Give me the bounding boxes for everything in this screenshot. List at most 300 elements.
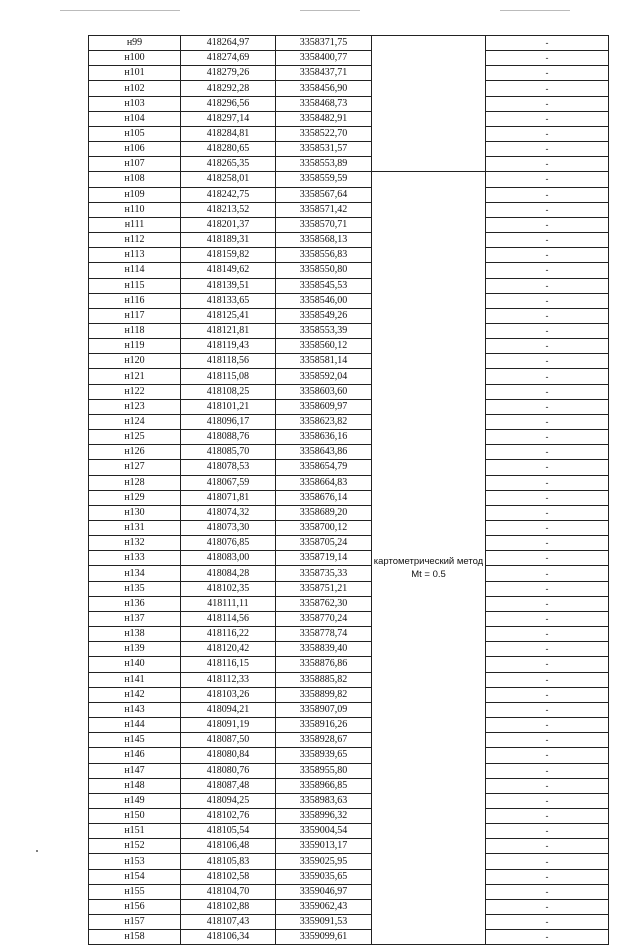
point-name-cell: н141 [89, 672, 181, 687]
x-coordinate-cell: 418101,21 [181, 399, 276, 414]
coordinates-table-body [89, 36, 609, 945]
dash-cell: - [486, 202, 609, 217]
table-row [89, 672, 609, 687]
x-coordinate-cell: 418105,83 [181, 854, 276, 869]
y-coordinate-cell: 3358676,14 [276, 490, 372, 505]
table-row [89, 687, 609, 702]
x-coordinate-cell: 418067,59 [181, 475, 276, 490]
y-coordinate-cell: 3359035,65 [276, 869, 372, 884]
y-coordinate-cell: 3358876,86 [276, 657, 372, 672]
x-coordinate-cell: 418114,56 [181, 611, 276, 626]
point-name-cell: н113 [89, 248, 181, 263]
x-coordinate-cell: 418104,70 [181, 884, 276, 899]
table-row [89, 733, 609, 748]
x-coordinate-cell: 418265,35 [181, 157, 276, 172]
dash-cell: - [486, 445, 609, 460]
x-coordinate-cell: 418112,33 [181, 672, 276, 687]
table-row [89, 142, 609, 157]
dash-cell: - [486, 657, 609, 672]
table-row [89, 263, 609, 278]
point-name-cell: н101 [89, 66, 181, 81]
point-name-cell: н108 [89, 172, 181, 187]
dash-cell: - [486, 233, 609, 248]
y-coordinate-cell: 3358762,30 [276, 596, 372, 611]
point-name-cell: н114 [89, 263, 181, 278]
y-coordinate-cell: 3358560,12 [276, 339, 372, 354]
point-name-cell: н106 [89, 142, 181, 157]
point-name-cell: н104 [89, 111, 181, 126]
y-coordinate-cell: 3359025,95 [276, 854, 372, 869]
dash-cell: - [486, 505, 609, 520]
dash-cell: - [486, 718, 609, 733]
y-coordinate-cell: 3358592,04 [276, 369, 372, 384]
point-name-cell: н153 [89, 854, 181, 869]
table-row [89, 930, 609, 945]
dash-cell: - [486, 51, 609, 66]
x-coordinate-cell: 418085,70 [181, 445, 276, 460]
x-coordinate-cell: 418074,32 [181, 505, 276, 520]
scan-artifact [60, 10, 180, 11]
x-coordinate-cell: 418106,34 [181, 930, 276, 945]
table-row [89, 111, 609, 126]
table-row [89, 915, 609, 930]
y-coordinate-cell: 3358735,33 [276, 566, 372, 581]
point-name-cell: н123 [89, 399, 181, 414]
table-row [89, 248, 609, 263]
table-row [89, 323, 609, 338]
dash-cell: - [486, 763, 609, 778]
point-name-cell: н152 [89, 839, 181, 854]
point-name-cell: н102 [89, 81, 181, 96]
point-name-cell: н145 [89, 733, 181, 748]
dash-cell: - [486, 278, 609, 293]
x-coordinate-cell: 418080,76 [181, 763, 276, 778]
table-row [89, 430, 609, 445]
y-coordinate-cell: 3358550,80 [276, 263, 372, 278]
point-name-cell: н99 [89, 36, 181, 51]
table-row [89, 763, 609, 778]
table-row [89, 778, 609, 793]
dash-cell: - [486, 384, 609, 399]
dash-cell: - [486, 142, 609, 157]
table-row [89, 748, 609, 763]
y-coordinate-cell: 3358778,74 [276, 627, 372, 642]
dash-cell: - [486, 354, 609, 369]
x-coordinate-cell: 418071,81 [181, 490, 276, 505]
y-coordinate-cell: 3359091,53 [276, 915, 372, 930]
y-coordinate-cell: 3358700,12 [276, 521, 372, 536]
table-row [89, 157, 609, 172]
dash-cell: - [486, 248, 609, 263]
table-row [89, 399, 609, 414]
point-name-cell: н129 [89, 490, 181, 505]
x-coordinate-cell: 418094,21 [181, 702, 276, 717]
dash-cell: - [486, 187, 609, 202]
y-coordinate-cell: 3358546,00 [276, 293, 372, 308]
x-coordinate-cell: 418073,30 [181, 521, 276, 536]
y-coordinate-cell: 3358643,86 [276, 445, 372, 460]
table-row [89, 172, 609, 187]
y-coordinate-cell: 3359013,17 [276, 839, 372, 854]
point-name-cell: н146 [89, 748, 181, 763]
point-name-cell: н154 [89, 869, 181, 884]
x-coordinate-cell: 418102,58 [181, 869, 276, 884]
point-name-cell: н133 [89, 551, 181, 566]
y-coordinate-cell: 3358689,20 [276, 505, 372, 520]
table-row [89, 278, 609, 293]
point-name-cell: н140 [89, 657, 181, 672]
x-coordinate-cell: 418297,14 [181, 111, 276, 126]
point-name-cell: н144 [89, 718, 181, 733]
x-coordinate-cell: 418120,42 [181, 642, 276, 657]
table-row [89, 233, 609, 248]
dash-cell: - [486, 627, 609, 642]
point-name-cell: н142 [89, 687, 181, 702]
dash-cell: - [486, 869, 609, 884]
table-row [89, 899, 609, 914]
scan-artifact [500, 10, 570, 11]
x-coordinate-cell: 418091,19 [181, 718, 276, 733]
point-name-cell: н120 [89, 354, 181, 369]
x-coordinate-cell: 418201,37 [181, 217, 276, 232]
x-coordinate-cell: 418133,65 [181, 293, 276, 308]
point-name-cell: н148 [89, 778, 181, 793]
dash-cell: - [486, 702, 609, 717]
y-coordinate-cell: 3358928,67 [276, 733, 372, 748]
y-coordinate-cell: 3358556,83 [276, 248, 372, 263]
point-name-cell: н128 [89, 475, 181, 490]
x-coordinate-cell: 418115,08 [181, 369, 276, 384]
dash-cell: - [486, 490, 609, 505]
table-row [89, 702, 609, 717]
y-coordinate-cell: 3358719,14 [276, 551, 372, 566]
dash-cell: - [486, 323, 609, 338]
dash-cell: - [486, 839, 609, 854]
y-coordinate-cell: 3358623,82 [276, 414, 372, 429]
y-coordinate-cell: 3358966,85 [276, 778, 372, 793]
x-coordinate-cell: 418292,28 [181, 81, 276, 96]
table-row [89, 202, 609, 217]
y-coordinate-cell: 3358559,59 [276, 172, 372, 187]
table-row [89, 414, 609, 429]
y-coordinate-cell: 3358664,83 [276, 475, 372, 490]
x-coordinate-cell: 418105,54 [181, 824, 276, 839]
x-coordinate-cell: 418107,43 [181, 915, 276, 930]
x-coordinate-cell: 418094,25 [181, 793, 276, 808]
x-coordinate-cell: 418159,82 [181, 248, 276, 263]
dash-cell: - [486, 399, 609, 414]
table-row [89, 354, 609, 369]
x-coordinate-cell: 418279,26 [181, 66, 276, 81]
point-name-cell: н117 [89, 308, 181, 323]
table-row [89, 369, 609, 384]
dash-cell: - [486, 930, 609, 945]
dash-cell: - [486, 111, 609, 126]
point-name-cell: н132 [89, 536, 181, 551]
point-name-cell: н155 [89, 884, 181, 899]
y-coordinate-cell: 3358636,16 [276, 430, 372, 445]
scan-artifact [300, 10, 360, 11]
x-coordinate-cell: 418083,00 [181, 551, 276, 566]
y-coordinate-cell: 3358522,70 [276, 126, 372, 141]
dash-cell: - [486, 793, 609, 808]
y-coordinate-cell: 3358468,73 [276, 96, 372, 111]
table-row [89, 460, 609, 475]
point-name-cell: н147 [89, 763, 181, 778]
y-coordinate-cell: 3358955,80 [276, 763, 372, 778]
point-name-cell: н150 [89, 808, 181, 823]
dash-cell: - [486, 854, 609, 869]
point-name-cell: н156 [89, 899, 181, 914]
table-row [89, 384, 609, 399]
point-name-cell: н109 [89, 187, 181, 202]
point-name-cell: н121 [89, 369, 181, 384]
x-coordinate-cell: 418125,41 [181, 308, 276, 323]
dash-cell: - [486, 536, 609, 551]
y-coordinate-cell: 3358437,71 [276, 66, 372, 81]
point-name-cell: н107 [89, 157, 181, 172]
x-coordinate-cell: 418102,88 [181, 899, 276, 914]
dash-cell: - [486, 96, 609, 111]
x-coordinate-cell: 418258,01 [181, 172, 276, 187]
point-name-cell: н115 [89, 278, 181, 293]
dash-cell: - [486, 308, 609, 323]
y-coordinate-cell: 3358400,77 [276, 51, 372, 66]
x-coordinate-cell: 418139,51 [181, 278, 276, 293]
dash-cell: - [486, 339, 609, 354]
point-name-cell: н136 [89, 596, 181, 611]
table-row [89, 657, 609, 672]
x-coordinate-cell: 418102,76 [181, 808, 276, 823]
table-row [89, 839, 609, 854]
point-name-cell: н130 [89, 505, 181, 520]
x-coordinate-cell: 418102,35 [181, 581, 276, 596]
x-coordinate-cell: 418087,50 [181, 733, 276, 748]
y-coordinate-cell: 3358603,60 [276, 384, 372, 399]
dash-cell: - [486, 414, 609, 429]
dash-cell: - [486, 596, 609, 611]
y-coordinate-cell: 3358581,14 [276, 354, 372, 369]
table-row [89, 611, 609, 626]
y-coordinate-cell: 3359046,97 [276, 884, 372, 899]
dash-cell: - [486, 778, 609, 793]
dash-cell: - [486, 521, 609, 536]
dash-cell: - [486, 460, 609, 475]
y-coordinate-cell: 3358568,13 [276, 233, 372, 248]
dash-cell: - [486, 81, 609, 96]
table-row [89, 475, 609, 490]
dash-cell: - [486, 126, 609, 141]
x-coordinate-cell: 418280,65 [181, 142, 276, 157]
x-coordinate-cell: 418076,85 [181, 536, 276, 551]
dash-cell: - [486, 748, 609, 763]
table-row [89, 339, 609, 354]
y-coordinate-cell: 3359062,43 [276, 899, 372, 914]
method-cell: картометрический метод Mt = 0.5 [372, 172, 486, 945]
table-row [89, 718, 609, 733]
point-name-cell: н138 [89, 627, 181, 642]
y-coordinate-cell: 3358553,39 [276, 323, 372, 338]
dash-cell: - [486, 687, 609, 702]
point-name-cell: н112 [89, 233, 181, 248]
dash-cell: - [486, 899, 609, 914]
table-row [89, 187, 609, 202]
y-coordinate-cell: 3358916,26 [276, 718, 372, 733]
x-coordinate-cell: 418264,97 [181, 36, 276, 51]
dash-cell: - [486, 551, 609, 566]
point-name-cell: н118 [89, 323, 181, 338]
dash-cell: - [486, 157, 609, 172]
point-name-cell: н158 [89, 930, 181, 945]
table-row [89, 566, 609, 581]
point-name-cell: н127 [89, 460, 181, 475]
x-coordinate-cell: 418084,28 [181, 566, 276, 581]
point-name-cell: н103 [89, 96, 181, 111]
x-coordinate-cell: 418088,76 [181, 430, 276, 445]
y-coordinate-cell: 3359099,61 [276, 930, 372, 945]
dash-cell: - [486, 733, 609, 748]
y-coordinate-cell: 3358609,97 [276, 399, 372, 414]
table-row [89, 551, 609, 566]
dash-cell: - [486, 36, 609, 51]
table-row [89, 808, 609, 823]
x-coordinate-cell: 418284,81 [181, 126, 276, 141]
y-coordinate-cell: 3358751,21 [276, 581, 372, 596]
table-row [89, 627, 609, 642]
y-coordinate-cell: 3358482,91 [276, 111, 372, 126]
dash-cell: - [486, 263, 609, 278]
x-coordinate-cell: 418242,75 [181, 187, 276, 202]
y-coordinate-cell: 3358770,24 [276, 611, 372, 626]
y-coordinate-cell: 3358570,71 [276, 217, 372, 232]
point-name-cell: н151 [89, 824, 181, 839]
x-coordinate-cell: 418108,25 [181, 384, 276, 399]
point-name-cell: н119 [89, 339, 181, 354]
point-name-cell: н122 [89, 384, 181, 399]
point-name-cell: н126 [89, 445, 181, 460]
point-name-cell: н105 [89, 126, 181, 141]
dash-cell: - [486, 824, 609, 839]
point-name-cell: н125 [89, 430, 181, 445]
scan-speck [36, 850, 38, 852]
table-row [89, 596, 609, 611]
x-coordinate-cell: 418274,69 [181, 51, 276, 66]
y-coordinate-cell: 3358907,09 [276, 702, 372, 717]
table-row [89, 51, 609, 66]
x-coordinate-cell: 418189,31 [181, 233, 276, 248]
point-name-cell: н143 [89, 702, 181, 717]
x-coordinate-cell: 418080,84 [181, 748, 276, 763]
table-row [89, 490, 609, 505]
dash-cell: - [486, 475, 609, 490]
table-row [89, 96, 609, 111]
table-row [89, 445, 609, 460]
table-row [89, 642, 609, 657]
table-row [89, 854, 609, 869]
y-coordinate-cell: 3358567,64 [276, 187, 372, 202]
y-coordinate-cell: 3358553,89 [276, 157, 372, 172]
table-row [89, 824, 609, 839]
table-row [89, 793, 609, 808]
table-row [89, 126, 609, 141]
dash-cell: - [486, 430, 609, 445]
coordinates-table [88, 35, 609, 945]
point-name-cell: н100 [89, 51, 181, 66]
point-name-cell: н149 [89, 793, 181, 808]
table-row [89, 536, 609, 551]
point-name-cell: н137 [89, 611, 181, 626]
method-cell-empty [372, 36, 486, 172]
point-name-cell: н157 [89, 915, 181, 930]
y-coordinate-cell: 3358571,42 [276, 202, 372, 217]
table-row [89, 308, 609, 323]
y-coordinate-cell: 3358456,90 [276, 81, 372, 96]
x-coordinate-cell: 418149,62 [181, 263, 276, 278]
y-coordinate-cell: 3358545,53 [276, 278, 372, 293]
x-coordinate-cell: 418096,17 [181, 414, 276, 429]
y-coordinate-cell: 3358996,32 [276, 808, 372, 823]
x-coordinate-cell: 418213,52 [181, 202, 276, 217]
point-name-cell: н116 [89, 293, 181, 308]
y-coordinate-cell: 3358549,26 [276, 308, 372, 323]
point-name-cell: н131 [89, 521, 181, 536]
dash-cell: - [486, 369, 609, 384]
x-coordinate-cell: 418296,56 [181, 96, 276, 111]
x-coordinate-cell: 418106,48 [181, 839, 276, 854]
y-coordinate-cell: 3358839,40 [276, 642, 372, 657]
table-row [89, 36, 609, 51]
y-coordinate-cell: 3358654,79 [276, 460, 372, 475]
table-row [89, 581, 609, 596]
point-name-cell: н111 [89, 217, 181, 232]
table-row [89, 66, 609, 81]
y-coordinate-cell: 3358983,63 [276, 793, 372, 808]
point-name-cell: н110 [89, 202, 181, 217]
dash-cell: - [486, 217, 609, 232]
dash-cell: - [486, 566, 609, 581]
point-name-cell: н139 [89, 642, 181, 657]
y-coordinate-cell: 3358371,75 [276, 36, 372, 51]
dash-cell: - [486, 915, 609, 930]
y-coordinate-cell: 3358531,57 [276, 142, 372, 157]
dash-cell: - [486, 293, 609, 308]
point-name-cell: н124 [89, 414, 181, 429]
x-coordinate-cell: 418116,15 [181, 657, 276, 672]
dash-cell: - [486, 172, 609, 187]
x-coordinate-cell: 418119,43 [181, 339, 276, 354]
dash-cell: - [486, 611, 609, 626]
table-row [89, 869, 609, 884]
table-row [89, 521, 609, 536]
y-coordinate-cell: 3358899,82 [276, 687, 372, 702]
point-name-cell: н135 [89, 581, 181, 596]
table-row [89, 884, 609, 899]
dash-cell: - [486, 884, 609, 899]
x-coordinate-cell: 418103,26 [181, 687, 276, 702]
y-coordinate-cell: 3358939,65 [276, 748, 372, 763]
x-coordinate-cell: 418078,53 [181, 460, 276, 475]
dash-cell: - [486, 808, 609, 823]
dash-cell: - [486, 581, 609, 596]
table-row [89, 505, 609, 520]
y-coordinate-cell: 3359004,54 [276, 824, 372, 839]
dash-cell: - [486, 642, 609, 657]
x-coordinate-cell: 418121,81 [181, 323, 276, 338]
dash-cell: - [486, 66, 609, 81]
table-row [89, 81, 609, 96]
y-coordinate-cell: 3358885,82 [276, 672, 372, 687]
point-name-cell: н134 [89, 566, 181, 581]
